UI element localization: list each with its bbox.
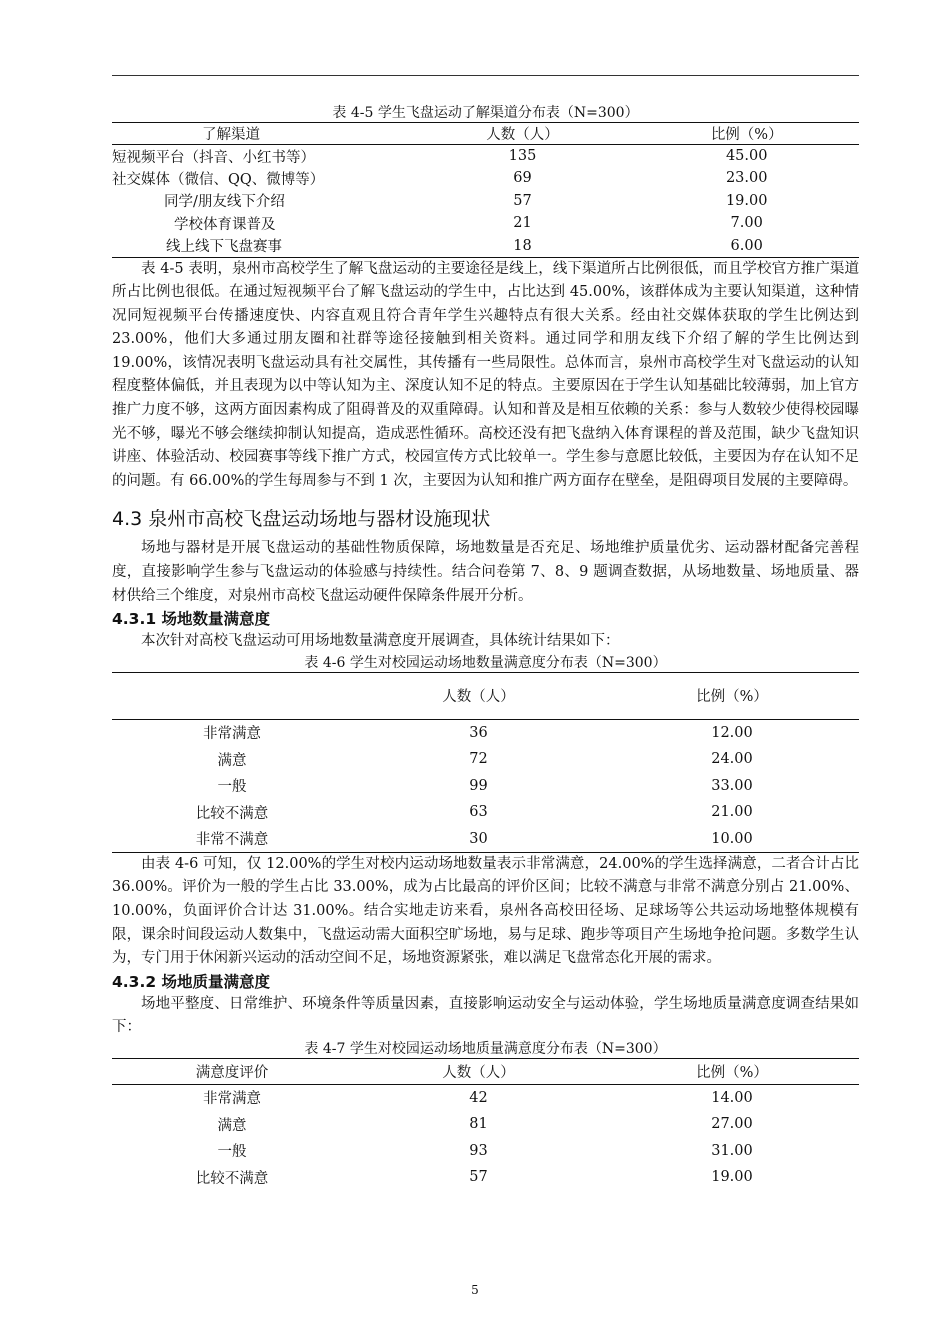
table-row xyxy=(112,167,859,190)
row-count: 81 xyxy=(469,1116,488,1133)
page-content xyxy=(112,104,859,1190)
row-percent: 19.00 xyxy=(711,1169,753,1186)
row-label: 一般 xyxy=(217,779,247,796)
row-count: 135 xyxy=(508,148,537,164)
subsection-heading-4-3-1: 4.3.1 场地数量满意度 xyxy=(112,610,271,629)
row-label: 满意 xyxy=(217,1117,247,1134)
section-heading-4-3: 4.3 泉州市高校飞盘运动场地与器材设施现状 xyxy=(112,508,491,531)
row-label: 满意 xyxy=(217,752,247,769)
table-4-5 xyxy=(112,122,859,258)
row-label: 社交媒体（微信、QQ、微博等） xyxy=(112,171,325,188)
row-count: 99 xyxy=(469,777,488,794)
row-count: 72 xyxy=(469,751,488,768)
row-label: 同学/朋友线下介绍 xyxy=(164,194,285,211)
header-rule xyxy=(112,75,859,76)
row-count: 36 xyxy=(469,724,488,741)
table-row xyxy=(112,190,859,213)
table-row xyxy=(112,1111,859,1138)
row-label: 非常满意 xyxy=(203,726,261,743)
row-count: 42 xyxy=(469,1089,488,1106)
table-4-6-caption: 表 4-6 学生对校园运动场地数量满意度分布表（N=300） xyxy=(304,654,667,671)
table-row xyxy=(112,1164,859,1191)
row-percent: 6.00 xyxy=(730,237,763,254)
table-row xyxy=(112,1137,859,1164)
row-count: 93 xyxy=(469,1142,488,1159)
row-count: 18 xyxy=(513,237,532,254)
header-cell: 比例（%） xyxy=(696,1064,768,1081)
table-row xyxy=(112,799,859,826)
row-percent: 33.00 xyxy=(711,777,753,794)
row-label: 短视频平台（抖音、小红书等） xyxy=(112,149,315,166)
row-percent: 19.00 xyxy=(725,192,768,209)
header-cell: 满意度评价 xyxy=(195,1064,269,1081)
table-row xyxy=(112,826,859,853)
table-row xyxy=(112,719,859,746)
header-cell xyxy=(112,672,352,719)
header-cell: 比例（%） xyxy=(696,689,768,706)
table-row xyxy=(112,235,859,258)
table-header-row xyxy=(112,1058,859,1084)
table-row xyxy=(112,773,859,800)
header-cell: 比例（%） xyxy=(710,127,783,143)
table-row xyxy=(112,145,859,168)
row-percent: 24.00 xyxy=(711,751,753,768)
row-percent: 23.00 xyxy=(725,170,768,187)
row-percent: 14.00 xyxy=(711,1089,753,1106)
row-label: 非常不满意 xyxy=(195,832,269,849)
row-label: 比较不满意 xyxy=(195,1170,269,1187)
row-label: 学校体育课普及 xyxy=(174,216,276,233)
row-percent: 12.00 xyxy=(711,724,753,741)
header-cell: 了解渠道 xyxy=(202,127,260,143)
row-count: 69 xyxy=(513,170,532,187)
row-count: 21 xyxy=(513,215,532,232)
row-percent: 21.00 xyxy=(711,804,753,821)
header-cell: 人数（人） xyxy=(442,689,515,706)
row-label: 线上线下飞盘赛事 xyxy=(166,239,282,255)
paragraph-survey-intro: 本次针对高校飞盘运动可用场地数量满意度开展调查，具体统计结果如下： xyxy=(141,633,620,650)
paragraph-table-4-5-analysis: 表 4-5 表明，泉州市高校学生了解飞盘运动的主要途径是线上，线下渠道所占比例很低，而且学校官方推广渠道所占比例也很低。在通过短视频平台了解飞盘运动的学生中，占比达到 45.00%，该群体成为主要认知渠道，这种情况同短视频平台传播速度快、内容直观且符合青年学生兴趣特点有很大关系。经由社交媒体获取的学生比例达到 23.00%，他们大多通过朋友圈和社群等途径接触到相关资料。通过同学和朋友线下介绍了解的学生比例达到 19.00%，该情况表明飞盘运动具有社交属性，其传播有一些局限性。总体而言，泉州市高校学生对飞盘运动的认知程度整体偏低，并且表现为以中等认知为主、深度认知不足的特点。主要原因在于学生认知基础比较薄弱，加上官方推广力度不够，这两方面因素构成了阻碍普及的双重障碍。认知和普及是相互依赖的关系：参与人数较少使得校园曝光不够，曝光不够会继续抑制认知提高，造成恶性循环。高校还没有把飞盘纳入体育课程的普及范围，缺少飞盘知识讲座、体验活动、校园赛事等线下推广方式，校园宣传方式比较单一。学生参与意愿比较低，主要因为存在认知不足的问题。有 66.00%的学生每周参与不到 1 次，主要因为认知和推广两方面存在壁垒，是阻碍项目发展的主要障碍。 xyxy=(112,260,859,489)
table-row xyxy=(112,212,859,235)
table-4-7-caption: 表 4-7 学生对校园运动场地质量满意度分布表（N=300） xyxy=(304,1040,667,1057)
row-label: 非常满意 xyxy=(203,1091,261,1108)
paragraph-table-4-6-analysis: 由表 4-6 可知，仅 12.00%的学生对校内运动场地数量表示非常满意，24.00%的学生选择满意，二者合计占比 36.00%。评价为一般的学生占比 33.00%，成为占比最高的评价区间；比较不满意与非常不满意分别占 21.00%、10.00%，负面评价合计达 31.00%。结合实地走访来看，泉州各高校田径场、足球场等公共运动场地整体规模有限，课余时间段运动人数集中，飞盘运动需大面积空旷场地，易与足球、跑步等项目产生场地争抢问题。多数学生认为，专门用于休闲新兴运动的活动空间不足，场地资源紧张，难以满足飞盘常态化开展的需求。 xyxy=(112,855,859,967)
row-percent: 45.00 xyxy=(725,148,768,164)
table-header-row xyxy=(112,123,859,145)
subsection-heading-4-3-2: 4.3.2 场地质量满意度 xyxy=(112,972,271,991)
row-count: 63 xyxy=(469,804,488,821)
row-percent: 7.00 xyxy=(730,215,763,232)
row-count: 30 xyxy=(469,830,488,847)
row-percent: 10.00 xyxy=(711,830,753,847)
paragraph-quality-intro: 场地平整度、日常维护、环境条件等质量因素，直接影响运动安全与运动体验，学生场地质量满意度调查结果如下： xyxy=(112,995,859,1036)
table-4-6 xyxy=(112,672,859,853)
row-count: 57 xyxy=(469,1169,488,1186)
row-percent: 27.00 xyxy=(711,1116,753,1133)
header-cell: 人数（人） xyxy=(442,1064,515,1081)
row-label: 比较不满意 xyxy=(195,805,269,822)
row-count: 57 xyxy=(513,192,532,209)
row-label: 一般 xyxy=(217,1144,247,1161)
page-number: 5 xyxy=(471,1283,479,1297)
table-row xyxy=(112,1084,859,1111)
row-percent: 31.00 xyxy=(711,1142,753,1159)
paragraph-facilities-intro: 场地与器材是开展飞盘运动的基础性物质保障，场地数量是否充足、场地维护质量优劣、运动器材配备完善程度，直接影响学生参与飞盘运动的体验感与持续性。结合问卷第 7、8、9 题调查数据，从场地数量、场地质量、器材供给三个维度，对泉州市高校飞盘运动硬件保障条件展开分析。 xyxy=(112,540,859,604)
table-row xyxy=(112,746,859,773)
table-4-5-caption: 表 4-5 学生飞盘运动了解渠道分布表（N=300） xyxy=(332,105,639,121)
table-header-row xyxy=(112,672,859,719)
header-cell: 人数（人） xyxy=(486,127,559,143)
table-4-7 xyxy=(112,1058,859,1191)
